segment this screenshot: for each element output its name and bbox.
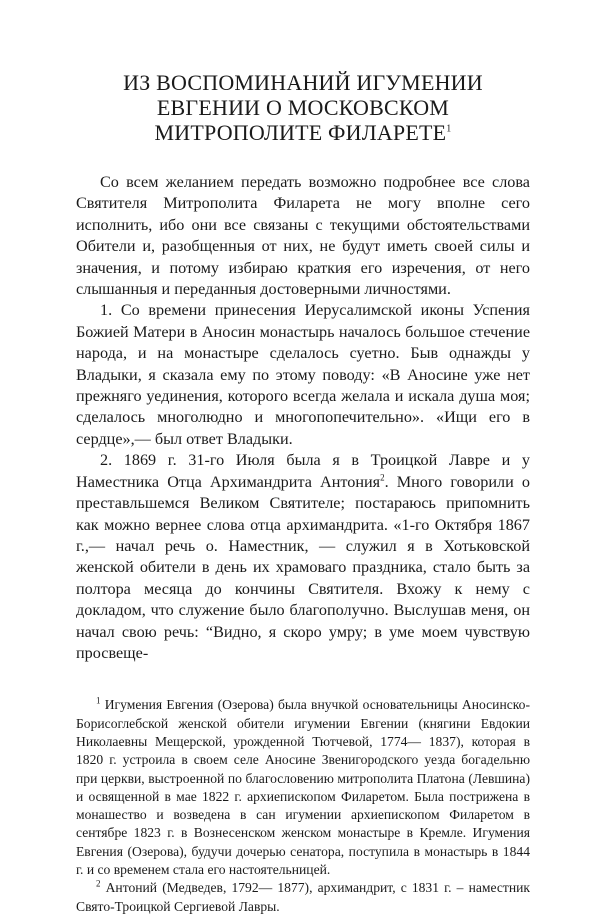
paragraph-2-text-b: . Много говорили о преставльшемся Великом Святителе; постараюсь припомнить как можно вернее слова отца архимандрита. «1-го Октября 1867 г.,— начал речь о. Наместник, — служил я в Хотьковской женской обители в день их храмоваго праздника, стало быть за полтора месяца до кончины Святителя. Вхожу к нему с докладом, что служение было благополучно. Выслушав меня, он начал свою речь: “Видно, я скоро умру; в уме моем чувствую просвеще- — [76, 472, 530, 662]
footnote-2-text: Антоний (Медведев, 1792— 1877), архимандрит, с 1831 г. – наместник Свято-Троицкой Сергиевой Лавры. — [76, 880, 530, 914]
title-line-3-text: МИТРОПОЛИТЕ ФИЛАРЕТЕ — [154, 120, 447, 145]
footnote-ref-2[interactable]: 2 — [380, 472, 385, 483]
paragraph-2-text-a: 2. 1869 г. 31-го Июля была я в Троицкой Лавре и у Наместника Отца Архимандрита Антония — [76, 451, 530, 491]
paragraph-intro: Со всем желанием передать возможно подробнее все слова Святителя Митрополита Филарета не могу вполне сего исполнить, ибо они все связаны с текущими обстоятельствами Обители и, разобщенныя от них, не будут иметь своей силы и значения, и потому избираю краткия его изречения, от него слышанныя и переданныя достоверными личностями. — [76, 173, 530, 299]
paragraph-2 — [76, 450, 530, 664]
footnote-1-number: 1 — [96, 695, 101, 706]
paragraph-1: 1. Со времени принесения Иерусалимской иконы Успения Божией Матери в Аносин монастырь началось большое стечение народа, и на монастыре сделалось суетно. Быв однажды у Владыки, я сказала ему по этому поводу: «В Аносине уже нет прежняго уединения, которого всегда желала и искала душа моя; сделалось многолюдно и многопопечительно». «Ищи его в сердце»,— был ответ Владыки. — [76, 301, 530, 448]
title-line-2: ЕВГЕНИИ О МОСКОВСКОМ — [156, 95, 450, 120]
page — [76, 70, 530, 916]
page-title — [76, 70, 530, 145]
footnote-2 — [76, 879, 530, 916]
footnote-2-number: 2 — [96, 878, 101, 889]
title-line-1: ИЗ ВОСПОМИНАНИЙ ИГУМЕНИИ — [123, 70, 483, 95]
title-footnote-ref[interactable]: 1 — [446, 123, 452, 135]
footnote-1 — [76, 696, 530, 879]
title-line-3 — [76, 120, 530, 145]
body-text — [76, 172, 530, 664]
footnotes — [76, 696, 530, 916]
footnote-1-text: Игумения Евгения (Озерова) была внучкой основательницы Аносинско-Борисоглебской женской обители игумении Евгении (княгини Евдокии Николаевны Мещерской, урожденной Тютчевой, 1774— 1837), которая в 1820 г. устроила в своем селе Аносине Звенигородского уезда богадельню при церкви, выстроенной по благословению митрополита Платона (Левшина) и освященной в мае 1822 г. архиепископом Филаретом. Была пострижена в монашество и возведена в сан игумении архиепископом Филаретом в сентябре 1823 г. в Вознесенском женском монастыре в Кремле. Игумения Евгения (Озерова), будучи дочерью сенатора, поступила в монастырь в 1844 г. и со временем стала его настоятельницей. — [76, 697, 530, 878]
